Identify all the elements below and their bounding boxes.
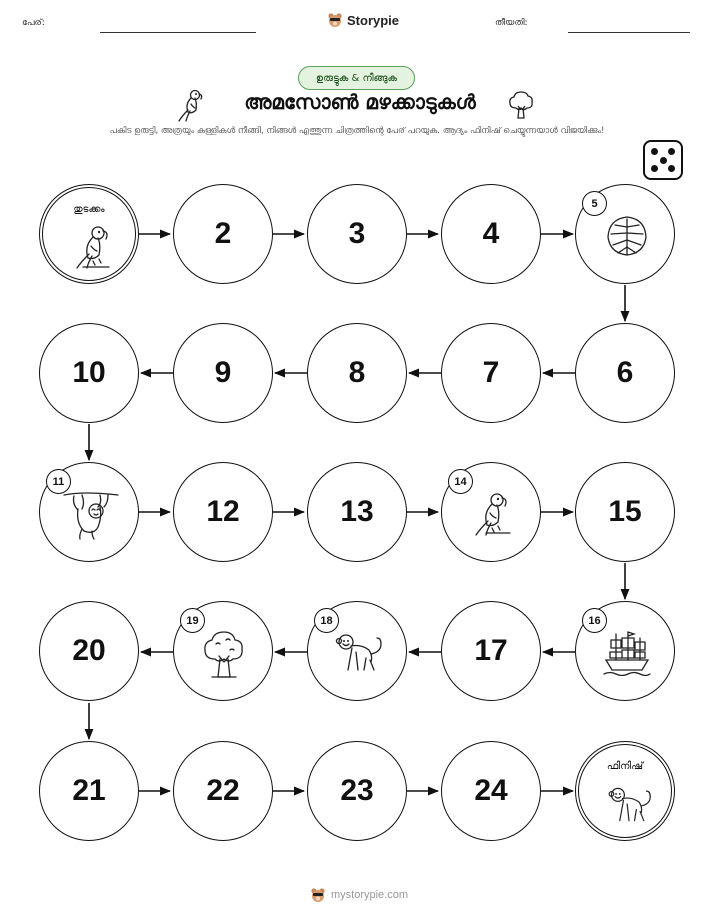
space-13[interactable]: 13 [307, 462, 407, 562]
game-type-badge: ഉരുട്ടുക & നീങ്ങുക [298, 66, 415, 90]
sloth-icon [62, 489, 120, 541]
instructions: പകിട ഉരുട്ടി, അത്രയും കള്ളികൾ നീങ്ങി, നിങ്ങൾ എത്തുന്ന ചിത്രത്തിന്റെ പേര് പറയുക. ആദ്യം ഫിനിഷ് ചെയ്യുന്നയാൾ വിജയിക്കും! [109, 126, 605, 136]
space-7[interactable]: 7 [441, 323, 541, 423]
space-6[interactable]: 6 [575, 323, 675, 423]
bear-icon [310, 887, 326, 903]
space-5[interactable] [575, 184, 675, 284]
space-number-badge: 18 [314, 608, 339, 633]
bear-icon [327, 12, 343, 28]
tree-icon [200, 628, 248, 680]
date-line[interactable] [568, 32, 690, 33]
finish-space[interactable] [575, 741, 675, 841]
footer [310, 887, 408, 903]
space-number-badge: 19 [180, 608, 205, 633]
finish-label: ഫിനിഷ് [606, 761, 644, 772]
space-9[interactable]: 9 [173, 323, 273, 423]
space-number-badge: 5 [582, 191, 607, 216]
tree-icon [506, 88, 536, 120]
space-18[interactable] [307, 601, 407, 701]
space-15[interactable]: 15 [575, 462, 675, 562]
space-21[interactable]: 21 [39, 741, 139, 841]
space-4[interactable]: 4 [441, 184, 541, 284]
monstera-leaf-icon [604, 213, 650, 259]
space-24[interactable]: 24 [441, 741, 541, 841]
space-19[interactable] [173, 601, 273, 701]
space-3[interactable]: 3 [307, 184, 407, 284]
parrot-icon [73, 224, 113, 270]
ship-icon [602, 630, 652, 676]
monkey-icon [332, 630, 384, 676]
parrot-icon [472, 491, 512, 537]
monkey-icon [605, 783, 653, 827]
name-line[interactable] [100, 32, 256, 33]
space-2[interactable]: 2 [173, 184, 273, 284]
space-10[interactable]: 10 [39, 323, 139, 423]
dice-five-icon [643, 140, 683, 180]
space-23[interactable]: 23 [307, 741, 407, 841]
parrot-icon [176, 88, 206, 122]
footer-site: mystorypie.com [331, 889, 409, 901]
brand-name: Storypie [347, 12, 400, 28]
space-14[interactable] [441, 462, 541, 562]
space-22[interactable]: 22 [173, 741, 273, 841]
space-number-badge: 14 [448, 469, 473, 494]
space-number-badge: 16 [582, 608, 607, 633]
name-label: പേര്: [22, 18, 45, 28]
date-label: തീയതി: [495, 18, 528, 28]
space-17[interactable]: 17 [441, 601, 541, 701]
space-16[interactable] [575, 601, 675, 701]
start-label: തുടക്കം [73, 204, 105, 215]
space-12[interactable]: 12 [173, 462, 273, 562]
start-space[interactable] [39, 184, 139, 284]
space-20[interactable]: 20 [39, 601, 139, 701]
brand-logo [327, 12, 399, 28]
page-title: അമസോൺ മഴക്കാടുകൾ [244, 90, 476, 114]
space-number-badge: 11 [46, 469, 71, 494]
space-11[interactable] [39, 462, 139, 562]
space-8[interactable]: 8 [307, 323, 407, 423]
